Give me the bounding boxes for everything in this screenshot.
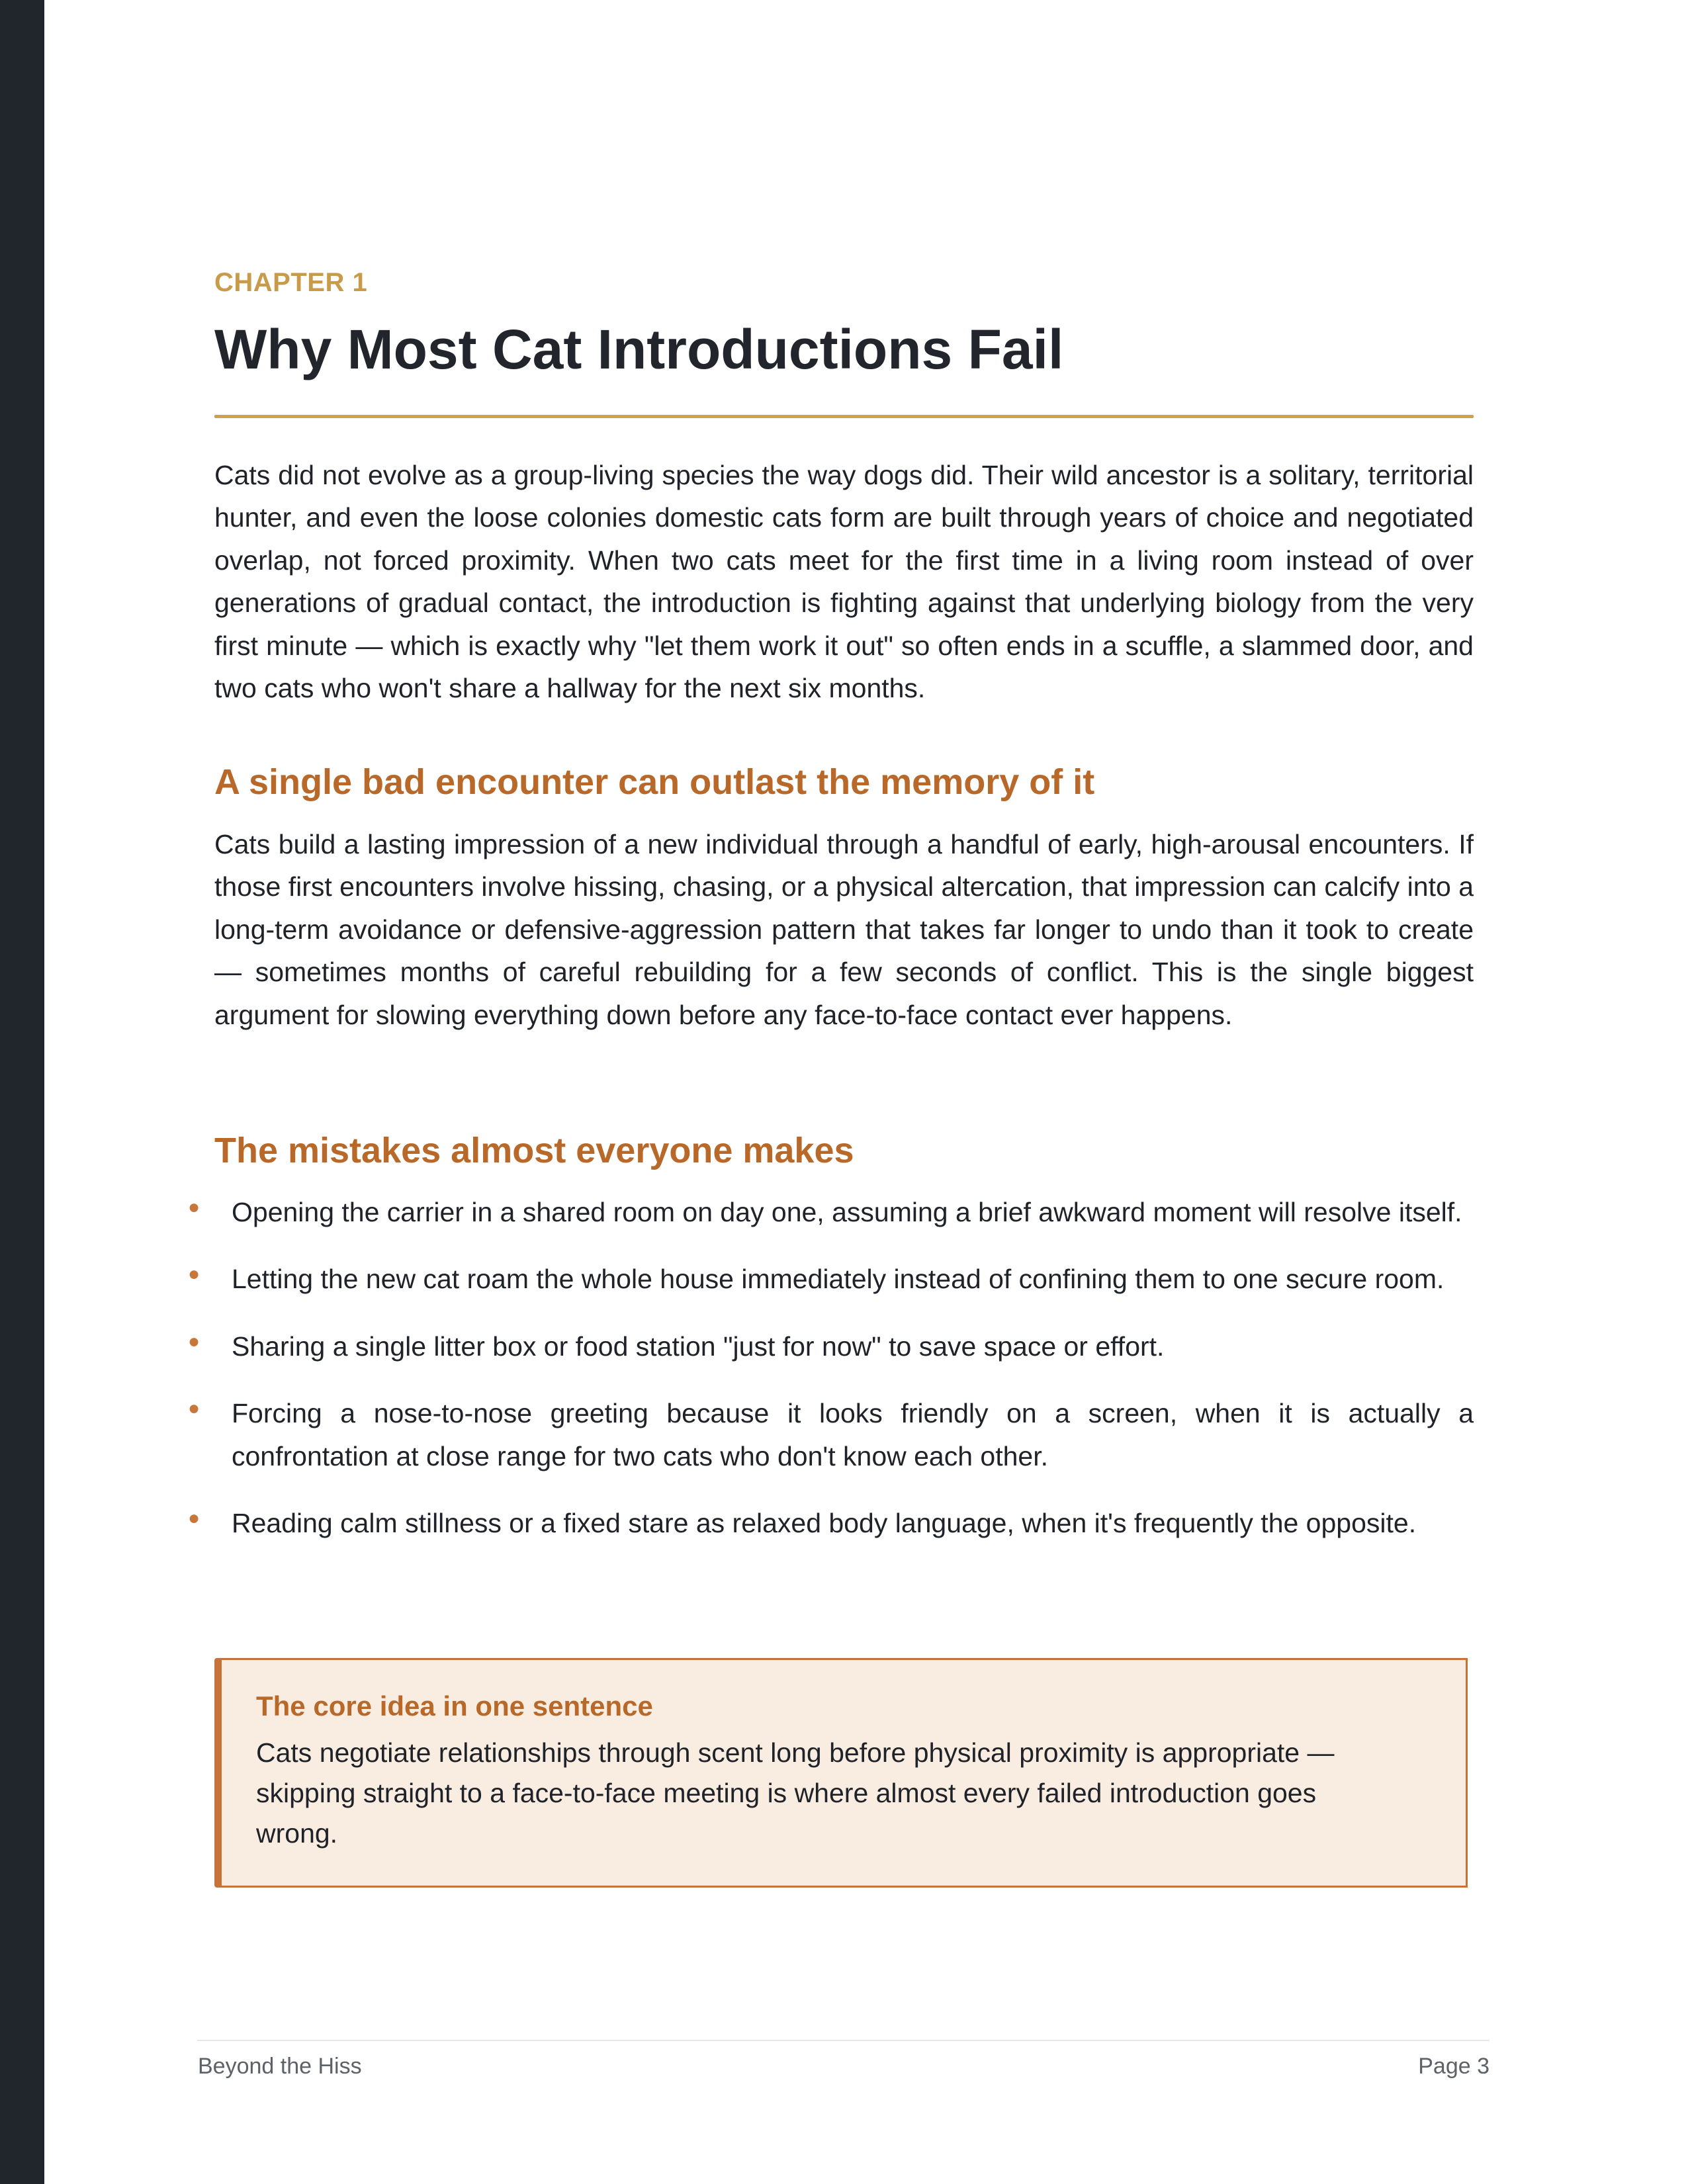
list-item [188,1325,1474,1368]
section-heading-bad-encounter: A single bad encounter can outlast the memory of it [214,762,1095,802]
section-paragraph-bad-encounter: Cats build a lasting impression of a new individual through a handful of early, high-arousal encounters. If those first encounters involve hissing, chasing, or a physical altercation, that impression can calcify into a long-term avoidance or defensive-aggression pattern that takes far longer to undo than it took to create — sometimes months of careful rebuilding for a few seconds of conflict. This is the single biggest argument for slowing everything down before any face-to-face contact ever happens. [214,829,1474,1030]
core-idea-callout [214,1658,1468,1888]
footer-book-title: Beyond the Hiss [198,2054,362,2079]
section-heading-mistakes: The mistakes almost everyone makes [214,1131,854,1170]
page-spine-bar [0,0,44,2184]
list-item [188,1502,1474,1544]
list-item [188,1392,1474,1477]
list-item-text: Letting the new cat roam the whole house immediately instead of confining them to one secure room. [232,1264,1444,1295]
list-item-text: Opening the carrier in a shared room on day one, assuming a brief awkward moment will resolve itself. [232,1197,1462,1227]
callout-title: The core idea in one sentence [256,1690,653,1722]
chapter-title: Why Most Cat Introductions Fail [214,318,1064,380]
callout-text: Cats negotiate relationships through scent long before physical proximity is appropriate — skipping straight to a face-to-face meeting is where almost every failed introduction goes wrong. [256,1737,1335,1849]
list-item [188,1191,1474,1233]
list-item-text: Sharing a single litter box or food station "just for now" to save space or effort. [232,1331,1165,1362]
footer-page-number: Page 3 [1418,2054,1489,2079]
title-divider [214,415,1474,418]
bullet-icon: ● [188,1397,200,1420]
bullet-icon: ● [188,1507,200,1530]
list-item-text: Forcing a nose-to-nose greeting because it looks friendly on a screen, when it is actually a confrontation at close range for two cats who don't know each other. [232,1398,1474,1471]
footer-divider [197,2040,1489,2041]
list-item-text: Reading calm stillness or a fixed stare as relaxed body language, when it's frequently the opposite. [232,1508,1417,1539]
list-item [188,1258,1474,1300]
bullet-icon: ● [188,1196,200,1218]
bullet-icon: ● [188,1330,200,1352]
chapter-label: CHAPTER 1 [214,268,368,297]
mistakes-list [188,1191,1474,1569]
bullet-icon: ● [188,1263,200,1286]
intro-paragraph: Cats did not evolve as a group-living species the way dogs did. Their wild ancestor is a solitary, territorial hunter, and even the loose colonies domestic cats form are built through years of choice and negotiated overlap, not forced proximity. When two cats meet for the first time in a living room instead of over generations of gradual contact, the introduction is fighting against that underlying biology from the very first minute — which is exactly why "let them work it out" so often ends in a scuffle, a slammed door, and two cats who won't share a hallway for the next six months. [214,460,1474,704]
